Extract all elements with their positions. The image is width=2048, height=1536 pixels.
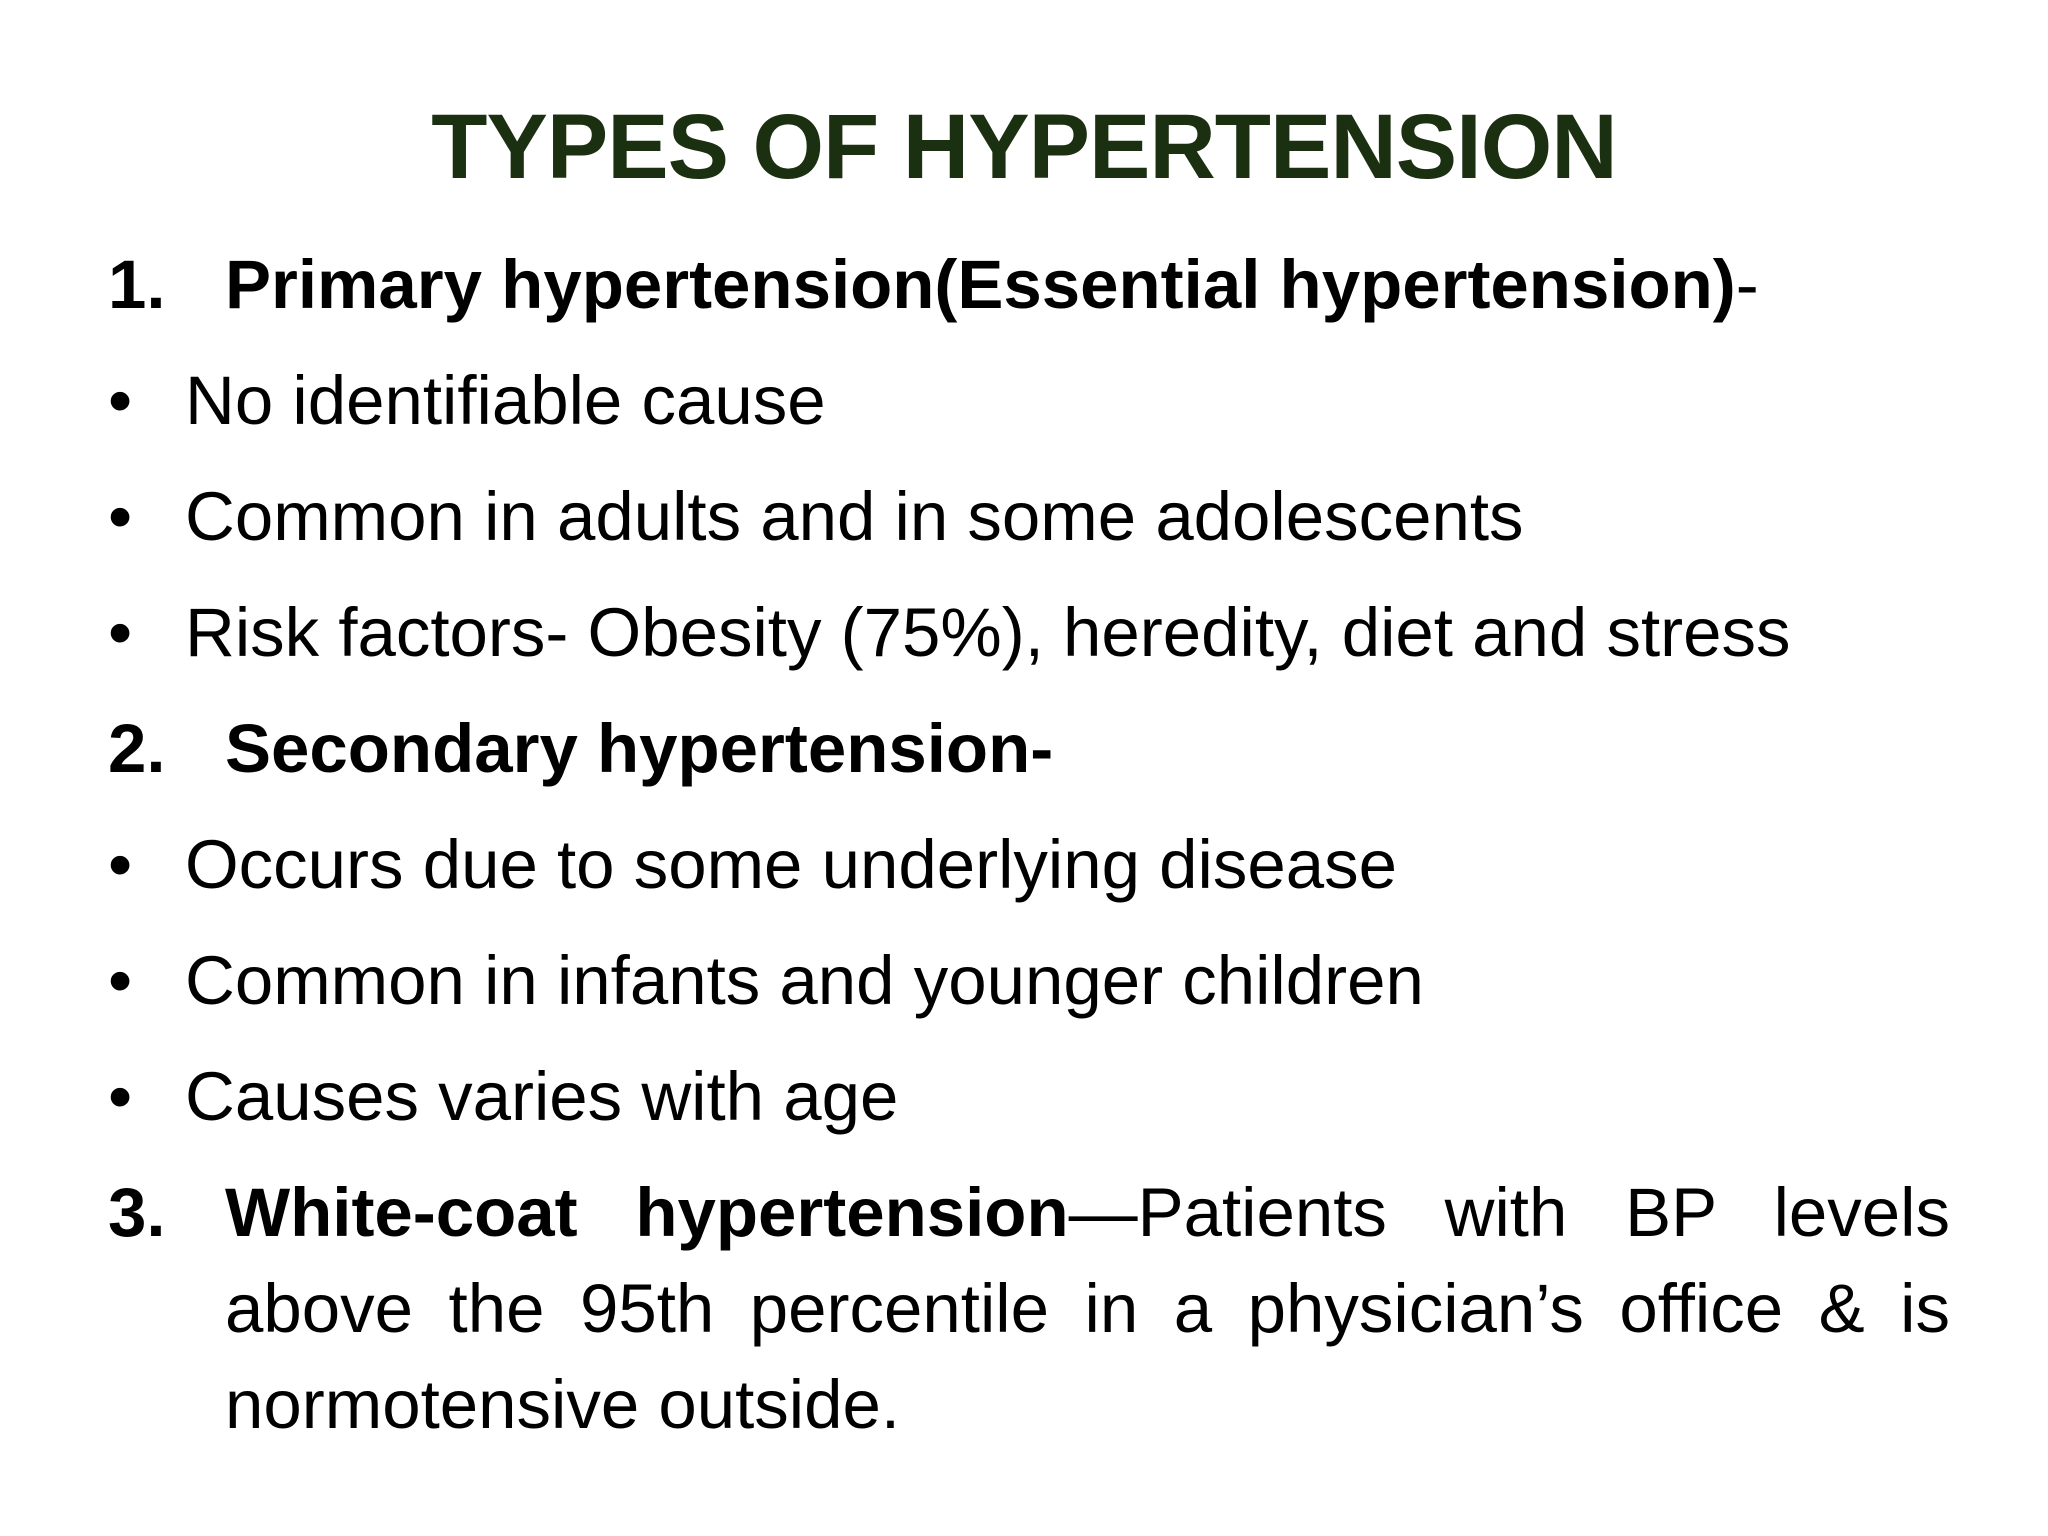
section-2-number: 2.: [108, 710, 166, 787]
bullet-text: No identifiable cause: [185, 362, 826, 439]
bullet-text: Occurs due to some underlying disease: [185, 826, 1397, 903]
bullet-text: Causes varies with age: [185, 1058, 899, 1135]
section-3-paragraph: [225, 1165, 1950, 1453]
section-1-title: Primary hypertension(Essential hypertension): [225, 246, 1736, 323]
bullet-icon: •: [108, 594, 133, 671]
bullet-icon: •: [108, 362, 133, 439]
slide-title: TYPES OF HYPERTENSION: [431, 96, 1617, 198]
section-2-title: Secondary hypertension-: [225, 710, 1054, 787]
section-1-suffix: -: [1735, 246, 1759, 323]
bullet-icon: •: [108, 478, 133, 555]
bullet-icon: •: [108, 826, 133, 903]
section-3-number: 3.: [108, 1174, 166, 1251]
section-3-body: —Patients with BP levels above the 95th percentile in a physician’s office & is normotensive outside.: [225, 1174, 1950, 1443]
bullet-icon: •: [108, 942, 133, 1019]
section-1-number: 1.: [108, 246, 166, 323]
bullet-text: Common in adults and in some adolescents: [185, 478, 1524, 555]
bullet-icon: •: [108, 1058, 133, 1135]
bullet-text: Common in infants and younger children: [185, 942, 1424, 1019]
section-3-title: White-coat hypertension: [225, 1174, 1069, 1251]
bullet-text: Risk factors- Obesity (75%), heredity, diet and stress: [185, 594, 1791, 671]
